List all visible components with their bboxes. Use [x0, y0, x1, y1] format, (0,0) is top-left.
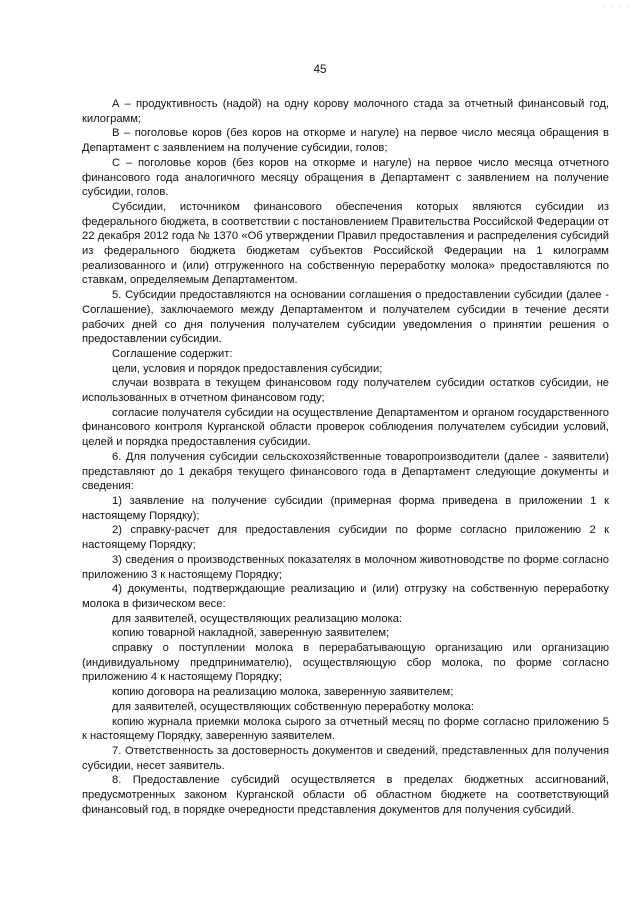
paragraph-c-definition: С – поголовье коров (без коров на откорме и нагуле) на первое число месяца отчетного финансового года аналогичного месяцу обращения в Департамент с заявлением на получение субсидии, голов. — [82, 156, 609, 199]
paragraph-sellers: для заявителей, осуществляющих реализацию молока: — [112, 612, 403, 625]
paragraph-doc-1: 1) заявление на получение субсидии (примерная форма приведена в приложении 1 к настоящему Порядку); — [82, 494, 609, 522]
paragraph-item-5: 5. Субсидии предоставляются на основании соглашения о предоставлении субсидии (далее - Соглашение), заключаемого между Департаментом и получателем субсидии в течение десяти рабочих дней со дня получения получателем субсидии уведомления о принятии решения о предоставлении субсидии. — [82, 289, 609, 346]
document-body — [82, 97, 609, 817]
paragraph-contract-copy: копию договора на реализацию молока, заверенную заявителем; — [112, 686, 454, 699]
paragraph-own-processing: для заявителей, осуществляющих собственную переработку молока: — [112, 700, 474, 713]
paragraph-b-definition: В – поголовье коров (без коров на откорме и нагуле) на первое число месяца обращения в Департамент с заявлением на получение субсидии, голов; — [82, 127, 609, 155]
paragraph-a-definition: А – продуктивность (надой) на одну корову молочного стада за отчетный финансовый год, килограмм; — [82, 98, 609, 125]
paragraph-doc-2: 2) справку-расчет для предоставления субсидии по форме согласно приложению 2 к настоящему Порядку; — [82, 524, 609, 552]
paragraph-agreement-goals: цели, условия и порядок предоставления субсидии; — [112, 362, 383, 375]
paragraph-doc-3: 3) сведения о производственных показателях в молочном животноводстве по форме согласно приложению 3 к настоящему Порядку; — [82, 553, 609, 581]
paragraph-item-6: 6. Для получения субсидии сельскохозяйственные товаропроизводители (далее - заявители) представляют до 1 декабря текущего финансового года в Департамент следующие документы и сведения: — [82, 450, 609, 493]
scan-artifact: · · · · — [602, 3, 632, 10]
paragraph-agreement-consent: согласие получателя субсидии на осуществление Департаментом и органом государственного финансового контроля Курганской области проверок соблюдения получателем субсидии условий, целей и порядка предоставления субсидии. — [82, 406, 609, 449]
paragraph-item-7: 7. Ответственность за достоверность документов и сведений, представленных для получения субсидии, несет заявитель. — [82, 744, 609, 772]
paragraph-item-8: 8. Предоставление субсидий осуществляется в пределах бюджетных ассигнований, предусмотренных законом Курганской области об областном бюджете на соответствующий финансовый год, в порядке очередности представления документов для получения субсидий. — [82, 774, 609, 816]
paragraph-milk-receipt: справку о поступлении молока в перерабатывающую организацию или организацию (индивидуальному предпринимателю), осуществляющую сбор молока, по форме согласно приложению 4 к настоящему Порядку; — [82, 642, 609, 684]
paragraph-agreement-refund: случаи возврата в текущем финансовом году получателем субсидии остатков субсидии, не использованных в отчетном финансовом году; — [82, 377, 609, 405]
page-number: 45 — [313, 64, 327, 76]
paragraph-federal-subsidies: Субсидии, источником финансового обеспечения которых являются субсидии из федерального бюджета, в соответствии с постановлением Правительства Российской Федерации от 22 декабря 2012 года № 1370 «Об утверждении Правил предоставления и распределения субсидий из федерального бюджета бюджетам субъектов Российской Федерации на 1 килограмм реализованного и (или) отгруженного на собственную переработку молока» предоставляются по ставкам, определяемым Департаментом. — [82, 200, 609, 287]
paragraph-agreement-contents: Соглашение содержит: — [112, 347, 233, 360]
paragraph-doc-4: 4) документы, подтверждающие реализацию и (или) отгрузку на собственную переработку молока в физическом весе: — [82, 583, 609, 610]
paragraph-invoice-copy: копию товарной накладной, заверенную заявителем; — [112, 627, 390, 640]
paragraph-journal-copy: копию журнала приемки молока сырого за отчетный месяц по форме согласно приложению 5 к настоящему Порядку, заверенную заявителем. — [82, 715, 609, 743]
